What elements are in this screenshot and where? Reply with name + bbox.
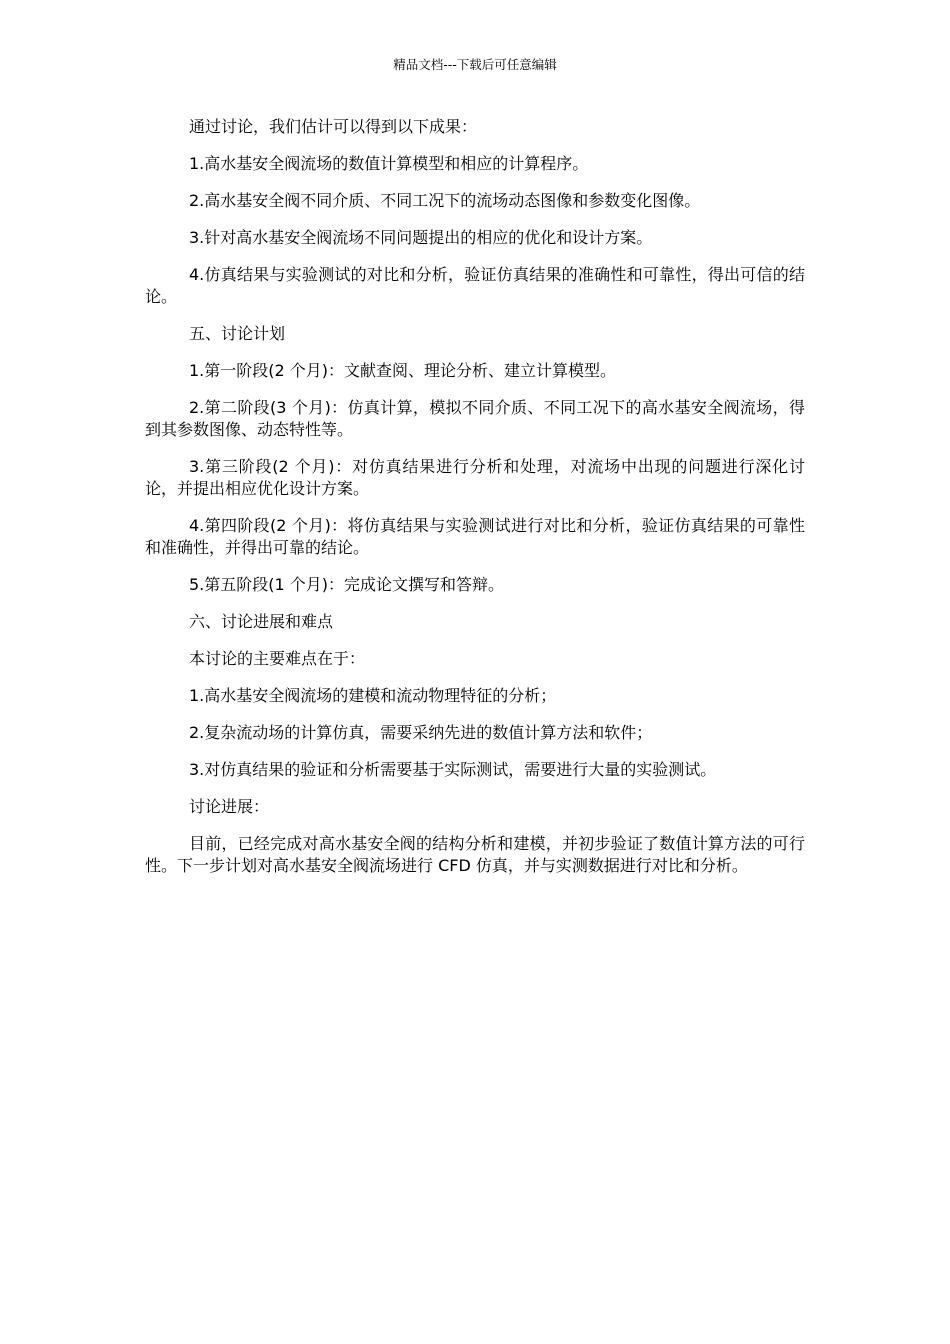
paragraph-stage-2: 2.第二阶段(3 个月)：仿真计算，模拟不同介质、不同工况下的高水基安全阀流场，得到其参数图像、动态特性等。 [145, 398, 805, 439]
paragraph-difficulty-2: 2.复杂流动场的计算仿真，需要采纳先进的数值计算方法和软件； [189, 723, 653, 742]
section-heading-plan: 五、讨论计划 [189, 324, 286, 343]
document-body [145, 116, 805, 892]
page-header: 精品文档---下载后可任意编辑 [393, 57, 557, 72]
paragraph-difficulties-intro: 本讨论的主要难点在于： [189, 649, 366, 668]
section-heading-progress: 六、讨论进展和难点 [189, 612, 334, 631]
paragraph-results-intro: 通过讨论，我们估计可以得到以下成果： [189, 117, 478, 136]
paragraph-difficulty-3: 3.对仿真结果的验证和分析需要基于实际测试，需要进行大量的实验测试。 [189, 760, 717, 779]
paragraph-stage-3: 3.第三阶段(2 个月)：对仿真结果进行分析和处理，对流场中出现的问题进行深化讨论，并提出相应优化设计方案。 [145, 457, 805, 498]
paragraph-stage-5: 5.第五阶段(1 个月)：完成论文撰写和答辩。 [189, 575, 505, 594]
paragraph-progress-label: 讨论进展： [189, 797, 270, 816]
paragraph-result-4: 4.仿真结果与实验测试的对比和分析，验证仿真结果的准确性和可靠性，得出可信的结论。 [145, 265, 805, 306]
paragraph-progress-detail: 目前，已经完成对高水基安全阀的结构分析和建模，并初步验证了数值计算方法的可行性。下一步计划对高水基安全阀流场进行 CFD 仿真，并与实测数据进行对比和分析。 [145, 834, 805, 875]
paragraph-stage-1: 1.第一阶段(2 个月)：文献查阅、理论分析、建立计算模型。 [189, 361, 617, 380]
paragraph-stage-4: 4.第四阶段(2 个月)：将仿真结果与实验测试进行对比和分析，验证仿真结果的可靠性和准确性，并得出可靠的结论。 [145, 516, 805, 557]
paragraph-difficulty-1: 1.高水基安全阀流场的建模和流动物理特征的分析； [189, 686, 557, 705]
paragraph-result-2: 2.高水基安全阀不同介质、不同工况下的流场动态图像和参数变化图像。 [189, 191, 701, 210]
paragraph-result-3: 3.针对高水基安全阀流场不同问题提出的相应的优化和设计方案。 [189, 228, 653, 247]
paragraph-result-1: 1.高水基安全阀流场的数值计算模型和相应的计算程序。 [189, 154, 589, 173]
